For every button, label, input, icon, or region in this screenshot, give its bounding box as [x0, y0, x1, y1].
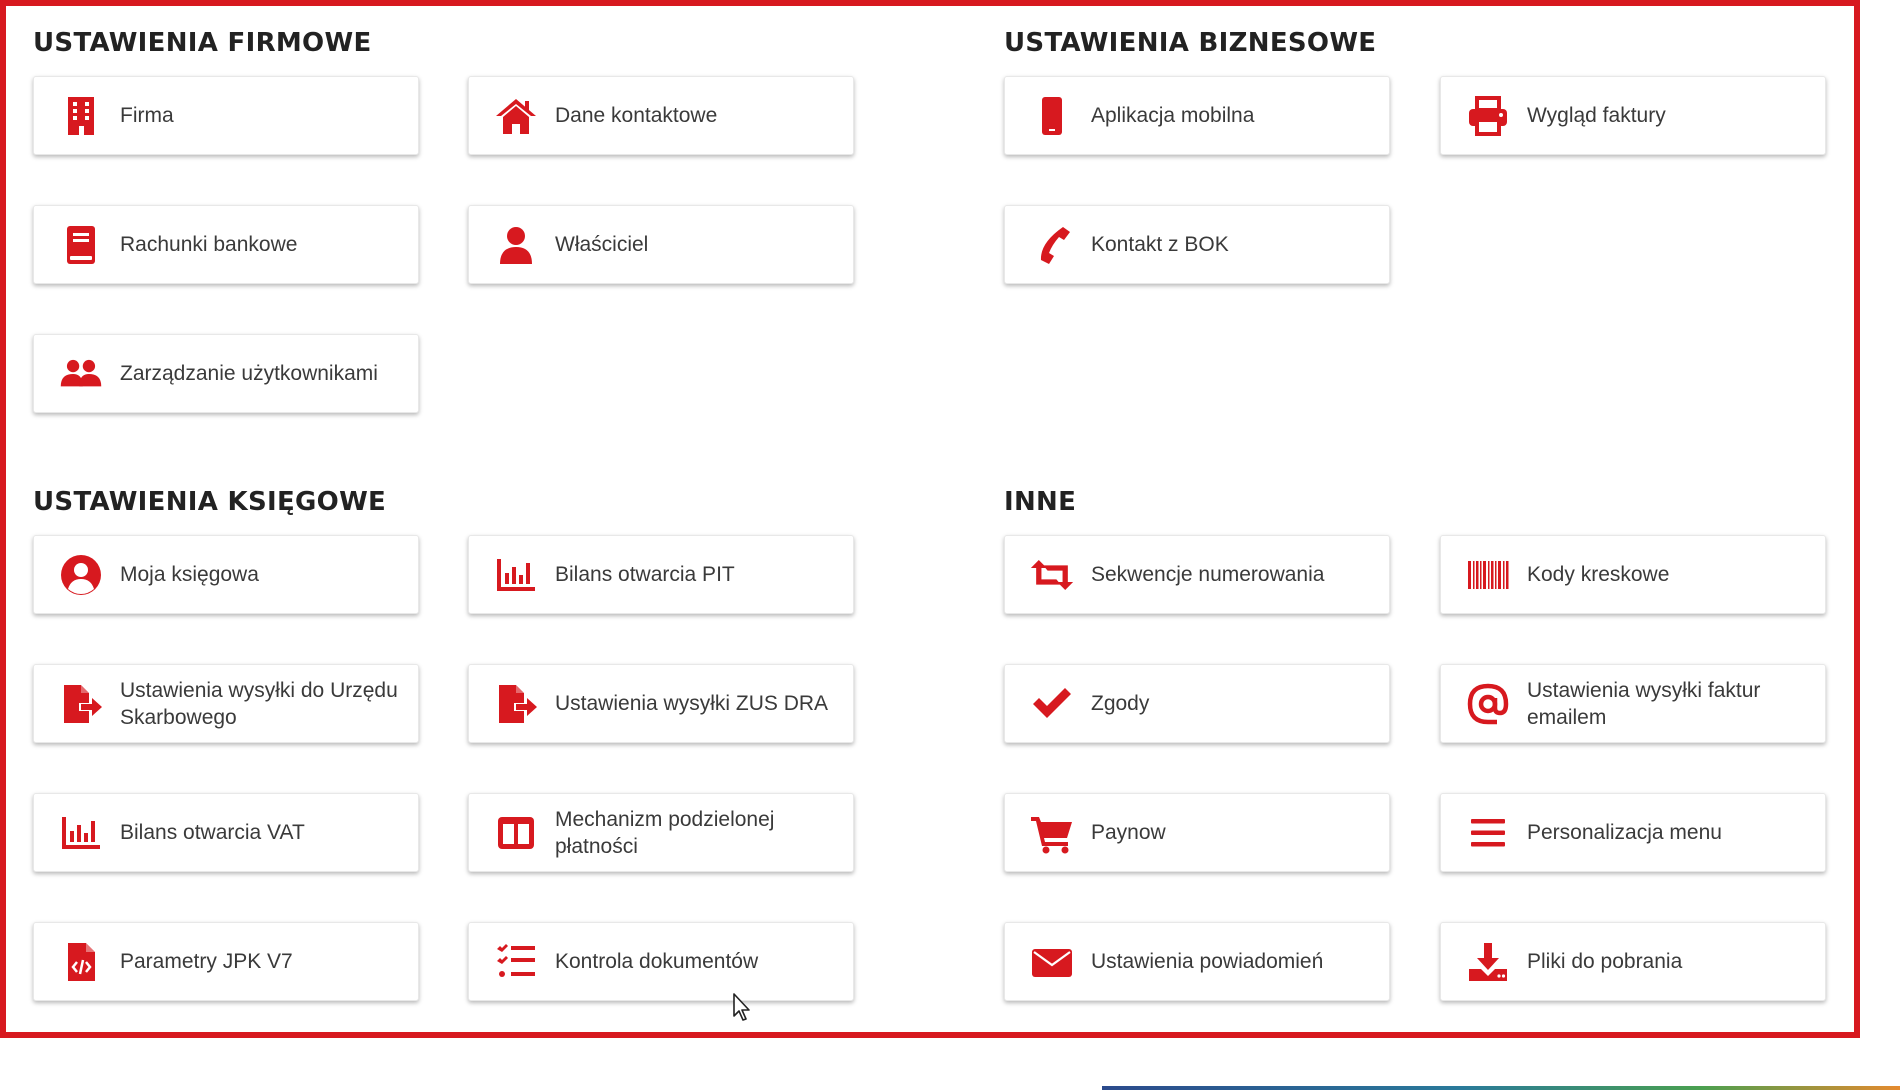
at-icon: [1463, 682, 1513, 726]
tile-wysylka-zus-dra[interactable]: [468, 664, 854, 743]
bar-chart-icon: [56, 811, 106, 855]
tile-ustawienia-powiadomien[interactable]: [1004, 922, 1390, 1001]
tile-label: Bilans otwarcia VAT: [120, 821, 305, 844]
cart-icon: [1027, 811, 1077, 855]
tile-label: Kontakt z BOK: [1091, 233, 1229, 256]
tile-label: Sekwencje numerowania: [1091, 563, 1325, 586]
user-icon: [491, 223, 541, 267]
tile-kontakt-z-bok[interactable]: [1004, 205, 1390, 284]
section-title-biznesowe: USTAWIENIA BIZNESOWE: [1004, 28, 1377, 58]
section-title-firmowe: USTAWIENIA FIRMOWE: [33, 28, 372, 58]
bottom-accent-line: [1102, 1086, 1900, 1090]
tile-bilans-otwarcia-pit[interactable]: [468, 535, 854, 614]
tile-zgody[interactable]: [1004, 664, 1390, 743]
tile-label: Wygląd faktury: [1527, 104, 1666, 127]
tile-label: Właściciel: [555, 233, 649, 256]
tile-label: Mechanizm podzielonej płatności: [555, 807, 775, 858]
tile-sekwencje-numerowania[interactable]: [1004, 535, 1390, 614]
tile-personalizacja-menu[interactable]: [1440, 793, 1826, 872]
check-icon: [1027, 682, 1077, 726]
bars-icon: [1463, 811, 1513, 855]
tile-label: Zgody: [1091, 692, 1150, 715]
building-icon: [56, 94, 106, 138]
tile-label: Aplikacja mobilna: [1091, 104, 1255, 127]
tile-wysylka-urzad-skarbowy[interactable]: [33, 664, 419, 743]
barcode-icon: [1463, 553, 1513, 597]
tile-label: Personalizacja menu: [1527, 821, 1722, 844]
tile-pliki-do-pobrania[interactable]: [1440, 922, 1826, 1001]
tile-moja-ksiegowa[interactable]: [33, 535, 419, 614]
home-icon: [491, 94, 541, 138]
tile-label: Firma: [120, 104, 174, 127]
tile-bilans-otwarcia-vat[interactable]: [33, 793, 419, 872]
tile-label: Ustawienia wysyłki do Urzędu Skarbowego: [120, 678, 398, 729]
mobile-icon: [1027, 94, 1077, 138]
tile-label: Paynow: [1091, 821, 1166, 844]
tile-paynow[interactable]: [1004, 793, 1390, 872]
tile-label: Dane kontaktowe: [555, 104, 718, 127]
tile-mechanizm-podzielonej-platnosci[interactable]: [468, 793, 854, 872]
file-export-icon: [56, 682, 106, 726]
tile-label: Bilans otwarcia PIT: [555, 563, 735, 586]
tile-label: Kontrola dokumentów: [555, 950, 759, 973]
tile-firma[interactable]: [33, 76, 419, 155]
mouse-cursor-icon: [732, 992, 754, 1024]
tile-zarzadzanie-uzytkownikami[interactable]: [33, 334, 419, 413]
phone-icon: [1027, 223, 1077, 267]
tile-label: Ustawienia wysyłki faktur emailem: [1527, 678, 1761, 729]
tile-rachunki-bankowe[interactable]: [33, 205, 419, 284]
file-export-icon: [491, 682, 541, 726]
section-title-ksiegowe: USTAWIENIA KSIĘGOWE: [33, 487, 387, 517]
users-icon: [56, 352, 106, 396]
book-icon: [56, 223, 106, 267]
tile-label: Zarządzanie użytkownikami: [120, 362, 378, 385]
section-title-inne: INNE: [1004, 487, 1077, 517]
tile-label: Rachunki bankowe: [120, 233, 298, 256]
tile-wyglad-faktury[interactable]: [1440, 76, 1826, 155]
tile-label: Moja księgowa: [120, 563, 259, 586]
file-code-icon: [56, 940, 106, 984]
tile-label: Parametry JPK V7: [120, 950, 293, 973]
download-icon: [1463, 940, 1513, 984]
tile-aplikacja-mobilna[interactable]: [1004, 76, 1390, 155]
tile-label: Pliki do pobrania: [1527, 950, 1683, 973]
tile-parametry-jpk-v7[interactable]: [33, 922, 419, 1001]
tile-label: Ustawienia powiadomień: [1091, 950, 1324, 973]
tile-wlasciciel[interactable]: [468, 205, 854, 284]
tasks-icon: [491, 940, 541, 984]
user-circle-icon: [56, 553, 106, 597]
columns-icon: [491, 811, 541, 855]
tile-dane-kontaktowe[interactable]: [468, 76, 854, 155]
envelope-icon: [1027, 940, 1077, 984]
tile-kontrola-dokumentow[interactable]: [468, 922, 854, 1001]
printer-icon: [1463, 94, 1513, 138]
tile-label: Kody kreskowe: [1527, 563, 1670, 586]
tile-label: Ustawienia wysyłki ZUS DRA: [555, 692, 829, 715]
tile-kody-kreskowe[interactable]: [1440, 535, 1826, 614]
retweet-icon: [1027, 553, 1077, 597]
tile-wysylka-faktur-emailem[interactable]: [1440, 664, 1826, 743]
bar-chart-icon: [491, 553, 541, 597]
